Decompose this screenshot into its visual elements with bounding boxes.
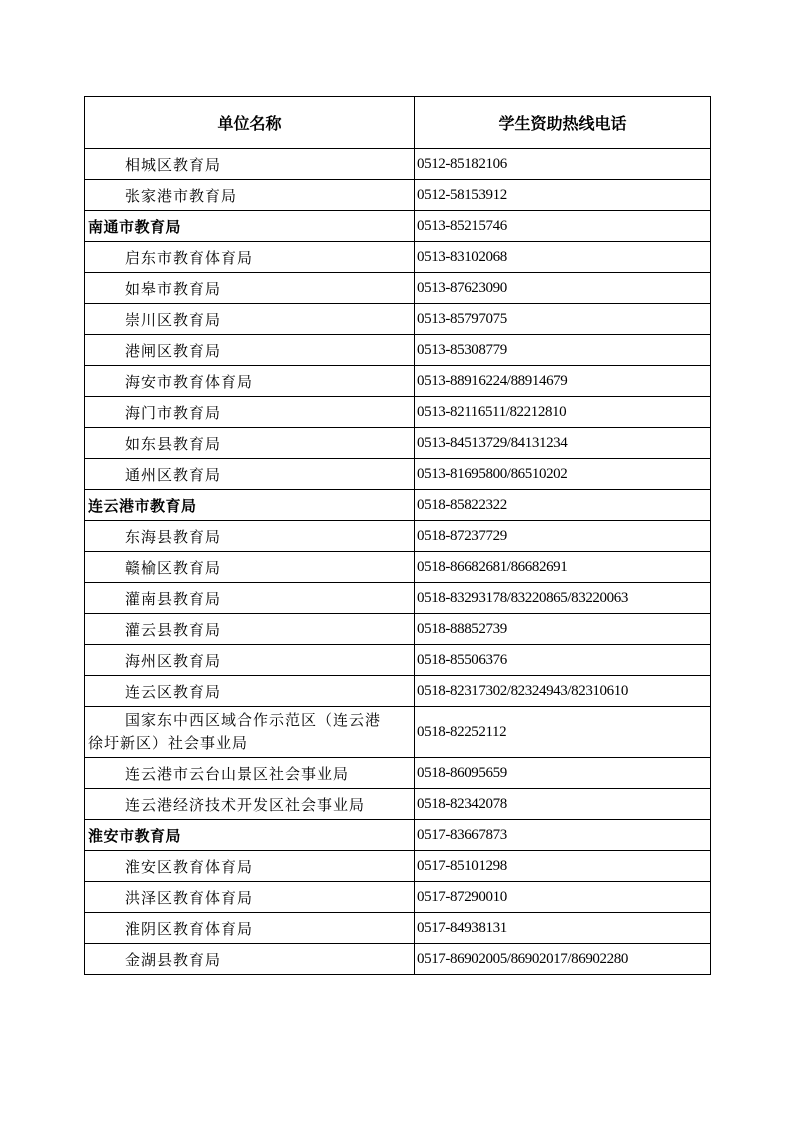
unit-name: 连云港经济技术开发区社会事业局 [85,789,415,820]
table-row [85,335,711,366]
hotline-phone: 0518-82317302/82324943/82310610 [415,676,711,707]
table-row-city [85,211,711,242]
hotline-phone: 0517-84938131 [415,913,711,944]
unit-name: 海门市教育局 [85,397,415,428]
unit-name: 相城区教育局 [85,149,415,180]
unit-name: 灌南县教育局 [85,583,415,614]
table-row [85,552,711,583]
header-unit-name: 单位名称 [85,97,415,149]
hotline-phone: 0513-84513729/84131234 [415,428,711,459]
unit-name: 赣榆区教育局 [85,552,415,583]
unit-name-wrapped [85,707,415,758]
table-header-row [85,97,711,149]
table-row [85,242,711,273]
table-row [85,366,711,397]
hotline-phone: 0517-87290010 [415,882,711,913]
unit-name: 张家港市教育局 [85,180,415,211]
hotline-phone: 0513-87623090 [415,273,711,304]
hotline-phone: 0513-81695800/86510202 [415,459,711,490]
table-row [85,304,711,335]
hotline-phone: 0518-87237729 [415,521,711,552]
hotline-phone: 0518-82342078 [415,789,711,820]
unit-name: 港闸区教育局 [85,335,415,366]
unit-name: 金湖县教育局 [85,944,415,975]
table-row [85,459,711,490]
hotline-phone: 0513-85215746 [415,211,711,242]
unit-name-line2: 徐圩新区）社会事业局 [88,734,249,752]
table-row [85,273,711,304]
table-row [85,758,711,789]
table-row [85,397,711,428]
unit-name: 连云港市云台山景区社会事业局 [85,758,415,789]
table-row [85,851,711,882]
unit-name: 启东市教育体育局 [85,242,415,273]
table-row [85,180,711,211]
unit-name: 东海县教育局 [85,521,415,552]
hotline-phone: 0518-83293178/83220865/83220063 [415,583,711,614]
hotline-phone: 0518-85506376 [415,645,711,676]
hotline-phone: 0518-86095659 [415,758,711,789]
city-unit-name: 南通市教育局 [85,211,415,242]
hotline-phone: 0513-82116511/82212810 [415,397,711,428]
hotline-phone: 0513-85308779 [415,335,711,366]
table-row [85,428,711,459]
unit-name: 海安市教育体育局 [85,366,415,397]
city-unit-name: 淮安市教育局 [85,820,415,851]
hotline-phone: 0512-58153912 [415,180,711,211]
hotline-phone: 0518-88852739 [415,614,711,645]
city-unit-name: 连云港市教育局 [85,490,415,521]
table-row [85,944,711,975]
table-row [85,676,711,707]
hotline-phone: 0513-83102068 [415,242,711,273]
hotline-table [84,96,711,975]
document-page [84,96,710,975]
hotline-phone: 0518-85822322 [415,490,711,521]
hotline-phone: 0513-88916224/88914679 [415,366,711,397]
unit-name: 海州区教育局 [85,645,415,676]
hotline-phone: 0518-86682681/86682691 [415,552,711,583]
unit-name: 如皋市教育局 [85,273,415,304]
unit-name: 连云区教育局 [85,676,415,707]
unit-name: 淮安区教育体育局 [85,851,415,882]
header-hotline: 学生资助热线电话 [415,97,711,149]
table-row-city [85,820,711,851]
table-row [85,913,711,944]
table-row [85,583,711,614]
table-row-wrapped [85,707,711,758]
table-row [85,882,711,913]
table-row [85,149,711,180]
hotline-phone: 0518-82252112 [415,707,711,758]
hotline-phone: 0517-83667873 [415,820,711,851]
unit-name-line1: 国家东中西区域合作示范区（连云港 [125,711,382,729]
table-row [85,645,711,676]
hotline-phone: 0512-85182106 [415,149,711,180]
hotline-phone: 0513-85797075 [415,304,711,335]
table-row [85,521,711,552]
unit-name: 如东县教育局 [85,428,415,459]
table-row [85,614,711,645]
unit-name: 淮阴区教育体育局 [85,913,415,944]
hotline-phone: 0517-86902005/86902017/86902280 [415,944,711,975]
unit-name: 通州区教育局 [85,459,415,490]
unit-name: 崇川区教育局 [85,304,415,335]
hotline-phone: 0517-85101298 [415,851,711,882]
unit-name: 灌云县教育局 [85,614,415,645]
table-row [85,789,711,820]
unit-name: 洪泽区教育体育局 [85,882,415,913]
table-row-city [85,490,711,521]
